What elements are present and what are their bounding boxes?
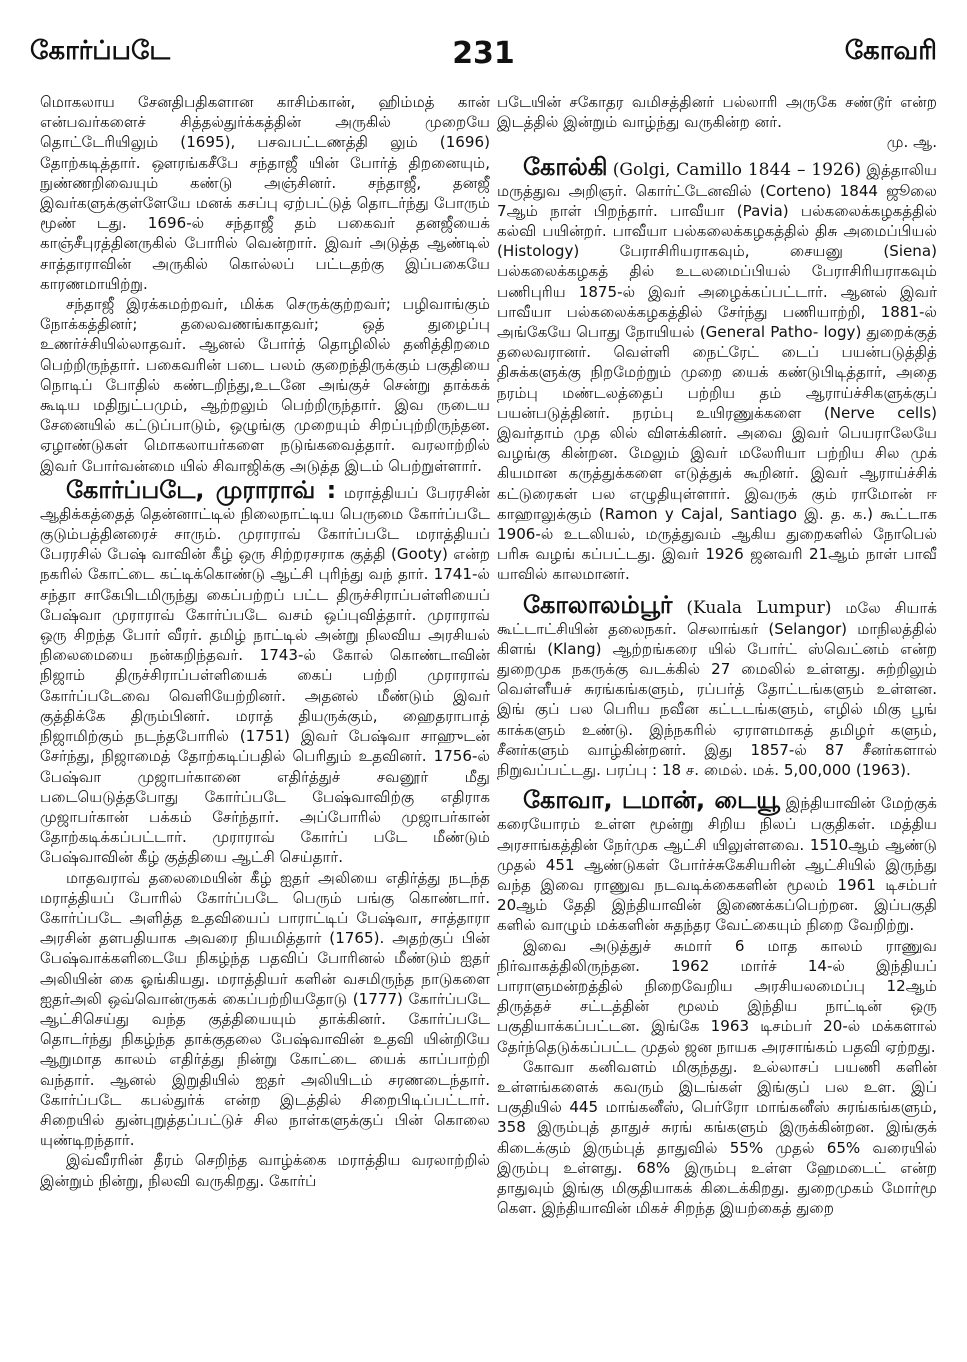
continuation-text: படேயின் சகோதர வமிசத்தினர் பல்லாரி அருகே சண்டூர் என்ற இடத்தில் இன்றும் வாழ்ந்து வருகின்ற னர். xyxy=(497,93,937,132)
paragraph xyxy=(497,92,937,153)
author-initials: மு. ஆ. xyxy=(886,133,937,152)
entry-body: இத்தாலிய மருத்துவ அறிஞர். கொர்ட்டேனவில் (Corteno) 1844 ஜூலை 7ஆம் நாள் பிறந்தார். பாவீயா (Pavia) பல்கலைக்கழகத்தில் கல்வி பயின்றர். பாவீயா பல்கலைக்கழகத்தில் திசு அமைப்பியல் (Histology) பேராசிரியராகவும், சையனு (Siena) பல்கலைக்கழகத் தில் உடலமைப்பியல் பேராசிரியராகவும் பணிபுரிய 1875-ல் இவர் அழைக்கப்பட்டார். ஆனல் இவர் பாவீயா பல்கலைக்கழகத்தில் சேர்ந்து பணியாற்றி, 1881-ல் அங்கேயே பொது நோயியல் (General Patho- logy) துறைக்குத் தலைவரானர். வெள்ளி நைட்ரேட் டைப் பயன்படுத்தித் திசுக்களுக்கு நிறமேற்றும் முறை யைக் கண்டுபிடித்தார், அதை நரம்பு மண்டலத்தைப் பற்றிய தம் ஆராய்ச்சிகளுக்குப் பயன்படுத்தினர். நரம்பு உயிரணுக்களை (Nerve cells) இவர்தாம் முத லில் விளக்கினர். அவை இவர் பெயராலேயே வழங்கு கின்றன. மேலும் இவர் மலேரியா பற்றிய சில முக் கியமான கருத்துக்களை எடுத்துக் கூறினர். இவர் ஆராய்ச்சிக் கட்டுரைகள் பல எழுதியுள்ளார். இவருக் கும் ராமோன் ஈ காஹாலுக்கும் (Ramon y Cajal, Santiago இ. த. க.) கூட்டாக 1906-ல் உடலியல், மருத்துவம் ஆகிய துறைகளில் நோபெல் பரிசு வழங் கப்பட்டது. இவர் 1926 ஜனவரி 21ஆம் நாள் பாவீ யாவில் காலமானர். xyxy=(497,160,937,584)
entry-body: மராத்தியப் பேரரசின் ஆதிக்கத்தைத் தென்னாட்டில் நிலைநாட்டிய பெருமை கோர்ப்படே குடும்பத்தினரைச் சாரும். முராராவ் கோர்ப்படே மராத்தியப் பேரரசில் பேஷ் வாவின் கீழ் ஒரு சிற்றரசராக குத்தி (Gooty) என்ற நகரில் கோட்டை கட்டிக்கொண்டு ஆட்சி புரிந்து வந் தார். 1741-ல் சந்தா சாகேபிடமிருந்து கைப்பற்றப் பட்ட திருச்சிராப்பள்ளியைப் பேஷ்வா முராராவ் கோர்ப்படே வசம் ஒப்புவித்தார். முராராவ் ஒரு சிறந்த போர் வீரர். தமிழ் நாட்டில் அன்று நிலவிய அரசியல் நிலைமையை நன்கறிந்தவர். 1743-ல் கோல் கொண்டாவின் நிஜாம் திருச்சிராப்பள்ளியைக் கைப் பற்றி முராராவ் கோர்ப்படேவை வெளியேற்றினர். அதனல் மீண்டும் இவர் குத்திக்கே திரும்பினர். மராத் தியருக்கும், ஹைதராபாத் நிஜாமிற்கும் நடந்தபோரில் (1751) இவர் பேஷ்வா சாஹுடன் சேர்ந்து, நிஜாமைத் தோற்கடிப்பதில் பெரிதும் உதவினர். 1756-ல் பேஷ்வா முஜாபர்கானை எதிர்த்துச் சவனூர் மீது படையெடுத்தபோது கோர்ப்படே பேஷ்வாவிற்கு எதிராக முஜாபர்கான் பக்கம் சேர்ந்தார். அப்போரில் முஜாபர்கான் தோற்கடிக்கப்பட்டார். முராராவ் கோர்ப் படே மீண்டும் பேஷ்வாவின் கீழ் குத்தியை ஆட்சி செய்தார். xyxy=(40,483,490,867)
entry-roman-title: (Kuala Lumpur) xyxy=(686,597,832,618)
entry-title: கோல்கி xyxy=(523,152,608,181)
entry-body: மலே சியாக் கூட்டாட்சியின் தலைநகர். செலாங்கர் (Selangor) மாநிலத்தில் கிளங் (Klang) ஆற்றங்கரை யில் போர்ட் ஸ்வெட்னம் என்ற துறைமுக நகருக்கு வடக்கில் 27 மைலில் உள்ளது. சுற்றிலும் வெள்ளீயச் சுரங்கங்களும், ரப்பர்த் தோட்டங்களும் உள்ளன. இங் குப் பல பெரிய நவீன கட்டடங்களும், எழில் மிகு பூங் காக்களும் உண்டு. இந்நகரில் ஏராளமாகத் தமிழர் களும், சீனர்களும் வாழ்கின்றனர். இது 1857-ல் 87 சீனர்களால் நிறுவப்பட்டது. பரப்பு : 18 ச. மைல். மக். 5,00,000 (1963). xyxy=(497,598,937,780)
entry-golgi xyxy=(497,153,937,585)
entry-roman-title: (Golgi, Camillo 1844 – 1926) xyxy=(612,159,862,180)
entry-title: கோலாலம்பூர் xyxy=(523,590,673,619)
entry-body: இந்தியாவின் மேற்குக் கரையோரம் உள்ள மூன்று சிறிய நிலப் பகுதிகள். மத்திய அரசாங்கத்தின் நேர்முக ஆட்சி யிலுள்ளவை. 1510ஆம் ஆண்டு முதல் 451 ஆண்டுகள் போர்ச்சுகேசியரின் ஆட்சியில் இருந்து வந்த இவை ராணுவ நடவடிக்கைகளின் மூலம் 1961 டிசம்பர் 20ஆம் தேதி இந்தியாவின் இணைக்கப்பெற்றன. இப்பகுதி களில் வாழும் மக்களின் சுதந்தர வேட்கையும் நிறை வேறிற்று. xyxy=(497,794,937,935)
entry-title: கோவா, டமான், டையூ xyxy=(523,786,781,815)
page-number: 231 xyxy=(452,36,515,71)
paragraph: இவை அடுத்துச் சுமார் 6 மாத காலம் ராணுவ நிர்வாகத்திலிருந்தன. 1962 மார்ச் 14-ல் இந்தியப் பாராளுமன்றத்தில் நிறைவேறிய அரசியலமைப்பு 12ஆம் திருத்தச் சட்டத்தின் மூலம் இந்திய நாட்டின் ஒரு பகுதியாக்கப்பட்டன. இங்கே 1963 டிசம்பர் 20-ல் மக்களால் தேர்ந்தெடுக்கப்பட்ட முதல் ஜன நாயக அரசாங்கம் பதவி ஏற்றது. xyxy=(497,936,937,1056)
entry-kuala-lumpur xyxy=(497,591,937,781)
paragraph: இவ்வீரரின் தீரம் செறிந்த வாழ்க்கை மராத்திய வரலாற்றில் இன்றும் நின்று, நிலவி வருகிறது. கோர்ப் xyxy=(40,1151,490,1190)
entry-goa-daman-diu xyxy=(497,786,937,935)
paragraph: சந்தாஜீ இரக்கமற்றவர், மிக்க செருக்குற்றவர்; பழிவாங்கும் நோக்கத்தினர்; தலைவணங்காதவர்; ஒத் துழைப்பு உணர்ச்சியில்லாதவர். ஆனல் போர்த் தொழிலில் தனித்திறமை பெற்றிருந்தார். பகைவரின் படை பலம் குறைந்திருக்கும் பகுதியை நொடிப் போதில் கண்டறிந்து,உடனே அங்குச் சென்று தாக்கக் கூடிய மதிநுட்பமும், ஆற்றலும் பெற்றிருந்தார். இவ ருடைய சேனையில் கட்டுப்பாடும், ஒழுங்கு முறையும் சிறப்புற்றிருந்தன. ஏழாண்டுகள் மொகலாயர்களை நடுங்கவைத்தார். வரலாற்றில் இவர் போர்வன்மை யில் சிவாஜிக்கு அடுத்த இடம் பெற்றுள்ளார். xyxy=(40,295,490,475)
page-header xyxy=(30,36,937,80)
left-column xyxy=(40,92,490,1191)
right-column xyxy=(497,92,937,1218)
paragraph: மொகலாய சேனதிபதிகளான காசிம்கான், ஹிம்மத் கான் என்பவர்களைச் சித்தல்துர்க்கத்தின் அருகில் முறையே தொட்டேரியிலும் (1695), பசவபட்டணத்தி லும் (1696) தோற்கடித்தார். ஔரங்கசீபே சந்தாஜீ யின் போர்த் திறனையும், நுண்ணறிவையும் கண்டு அஞ்சினர். சந்தாஜீ, தனஜீ இவர்களுக்குள்ளேயே மனக் கசப்பு ஏற்பட்டுத் தொடர்ந்து போரும் மூண் டது. 1696-ல் சந்தாஜீ தம் பகைவர் தனஜீயைக் காஞ்சீபுரத்தினருகில் போரில் வென்றார். இவர் அடுத்த ஆண்டில் சாத்தாராவின் அருகில் கொல்லப் பட்டதற்கு இப்பகையே காரணமாயிற்று. xyxy=(40,93,490,293)
entry-title: கோர்ப்படே, முராராவ் : xyxy=(66,475,337,504)
paragraph: மாதவராவ் தலைமையின் கீழ் ஐதர் அலியை எதிர்த்து நடந்த மராத்தியப் போரில் கோர்ப்படே பெரும் பங்கு கொண்டார். கோர்ப்படே அளித்த உதவியைப் பாராட்டிப் பேஷ்வா, சாத்தாரா அரசின் தளபதியாக அவரை நியமித்தார் (1765). அதற்குப் பின் பேஷ்வாக்களிடையே நிகழ்ந்த பதவிப் போரினல் மீண்டும் ஐதர் அலியின் கை ஓங்கியது. மராத்தியர் களின் வசமிருந்த நாடுகளை ஐதர்அலி ஒவ்வொன்ருகக் கைப்பற்றியதோடு (1777) கோர்ப்படே ஆட்சிசெய்து வந்த குத்தியையும் தாக்கினர். கோர்ப்படே தொடர்ந்து நிகழ்ந்த தாக்குதலை பேஷ்வாவின் உதவி யின்றியே ஆறுமாத காலம் எதிர்த்து நின்று கோட்டை யைக் காப்பாற்றி வந்தார். ஆனல் இறுதியில் ஐதர் அலியிடம் சரணடைந்தார். கோர்ப்படே கபல்துர்க் என்ற இடத்தில் சிறைபிடிப்பட்டார். சிறையில் துன்புறுத்தப்பட்டுச் சில நாள்களுக்குப் பின் கொலை யுண்டிறந்தார். xyxy=(40,868,490,1150)
running-head-right: கோவரி xyxy=(844,36,937,66)
entry-korpade-murarao xyxy=(40,476,490,868)
running-head-left: கோர்ப்படே xyxy=(30,36,171,66)
paragraph: கோவா கனிவளம் மிகுந்தது. உல்லாசப் பயணி களின் உள்ளங்களைக் கவரும் இடங்கள் இங்குப் பல உள. இப் பகுதியில் 445 மாங்கனீஸ், பெர்ரோ மாங்கனீஸ் சுரங்கங்களும், 358 இரும்புத் தாதுச் சுரங் கங்களும் இருக்கின்றன. இங்குக் கிடைக்கும் இரும்புத் தாதுவில் 55% முதல் 65% வரையில் இரும்பு உள்ளது. 68% இரும்பு உள்ள ஹேமடைட் என்ற தாதுவும் இங்கு மிகுதியாகக் கிடைக்கிறது. துறைமுகம் மோர்மூ கௌ. இந்தியாவின் மிகச் சிறந்த இயற்கைத் துறை xyxy=(497,1057,937,1218)
